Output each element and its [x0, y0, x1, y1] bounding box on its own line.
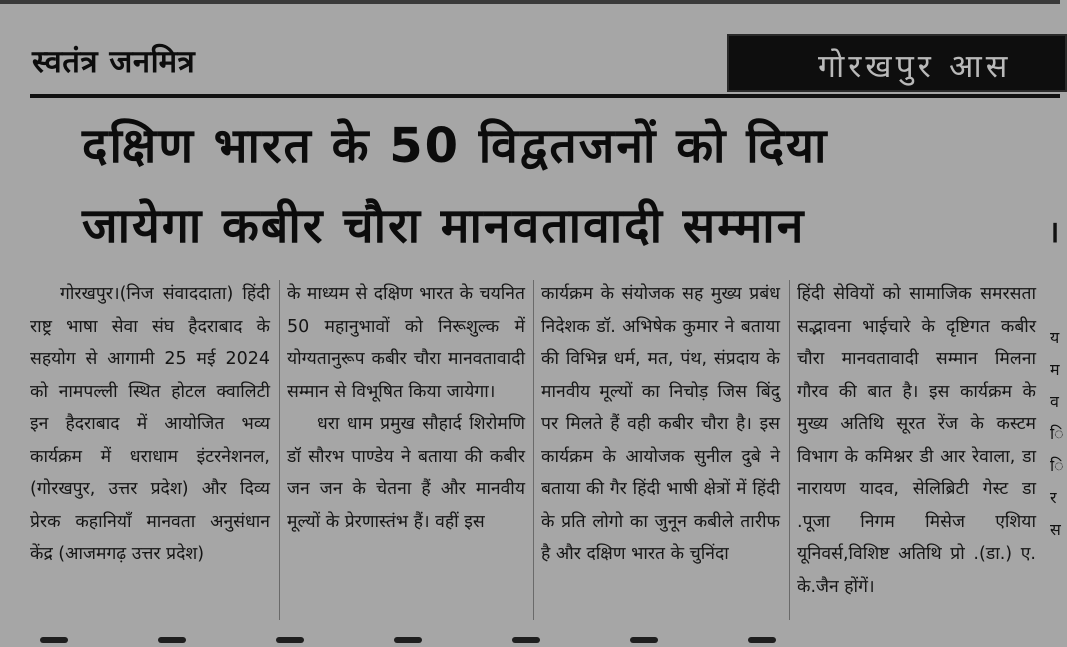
article-paragraph: गोरखपुर।(निज संवाददाता) हिंदी राष्ट्र भाषा सेवा संघ हैदराबाद के सहयोग से आगामी 25 मई 2024 को नामपल्ली स्थित होटल क्वालिटी इन हैदराबाद में आयोजित भव्य कार्यक्रम में धराधाम इंटरनेशनल, (गोरखपुर, उत्तर प्रदेश) और दिव्य प्रेरक कहानियाँ मानवता अनुसंधान केंद्र (आजमगढ़ उत्तर प्रदेश): [30, 284, 270, 564]
section-title: गोरखपुर आस: [818, 47, 1012, 85]
article-column-2: [287, 278, 525, 538]
column-divider: [279, 280, 280, 620]
headline-line-1: दक्षिण भारत के 50 विद्वतजनों को दिया: [82, 118, 829, 174]
article-column-4: [797, 278, 1036, 603]
column-divider: [533, 280, 534, 620]
adjacent-article-fragment: य म व ि ि र स: [1050, 328, 1064, 539]
next-headline-fragment: [40, 628, 1050, 642]
article-column-3: [541, 278, 780, 571]
article-paragraph: कार्यक्रम के संयोजक सह मुख्य प्रबंध निदेशक डॉ. अभिषेक कुमार ने बताया की विभिन्न धर्म, मत, पंथ, संप्रदाय के मानवीय मूल्यों का निचोड़ जिस बिंदु पर मिलते हैं वही कबीर चौरा है। इस कार्यक्रम के आयोजक सुनील दुबे ने बताया की गैर हिंदी भाषी क्षेत्रों में हिंदी के प्रति लोगो का जुनून कबीले तारीफ है और दक्षिण भारत के चुनिंदा: [541, 284, 780, 564]
article-paragraph: हिंदी सेवियों को सामाजिक समरसता सद्भावना भाईचारे के दृष्टिगत कबीर चौरा मानवतावादी सम्मान मिलना गौरव की बात है। इस कार्यक्रम के मुख्य अतिथि सूरत रेंज के कस्टम विभाग के कमिश्नर डी आर रेवाला, डा नारायण यादव, सेलिब्रिटी गेस्ट डा .पूजा निगम मिसेज एशिया यूनिवर्स,विशिष्ट अतिथि प्रो .(डा.) ए. के.जैन होंगें।: [797, 284, 1036, 597]
headline-edge-char: ।: [1048, 215, 1060, 250]
newspaper-name: स्वतंत्र जनमित्र: [32, 44, 196, 80]
article-paragraph: के माध्यम से दक्षिण भारत के चयनित 50 महानुभावों को निरूशुल्क में योग्यतानुरूप कबीर चौरा मानवतावादी सम्मान से विभूषित किया जायेगा।: [287, 284, 525, 402]
top-border: [0, 0, 1060, 4]
headline-line-2: जायेगा कबीर चौरा मानवतावादी सम्मान: [82, 198, 806, 254]
column-divider: [789, 280, 790, 620]
header-rule: [30, 94, 1060, 98]
article-paragraph: धरा धाम प्रमुख सौहार्द शिरोमणि डॉ सौरभ पाण्डेय ने बताया की कबीर जन जन के चेतना हैं और मानवीय मूल्यों के प्रेरणास्तंभ हैं। वहीं इस: [287, 414, 525, 532]
article-column-1: [30, 278, 270, 571]
